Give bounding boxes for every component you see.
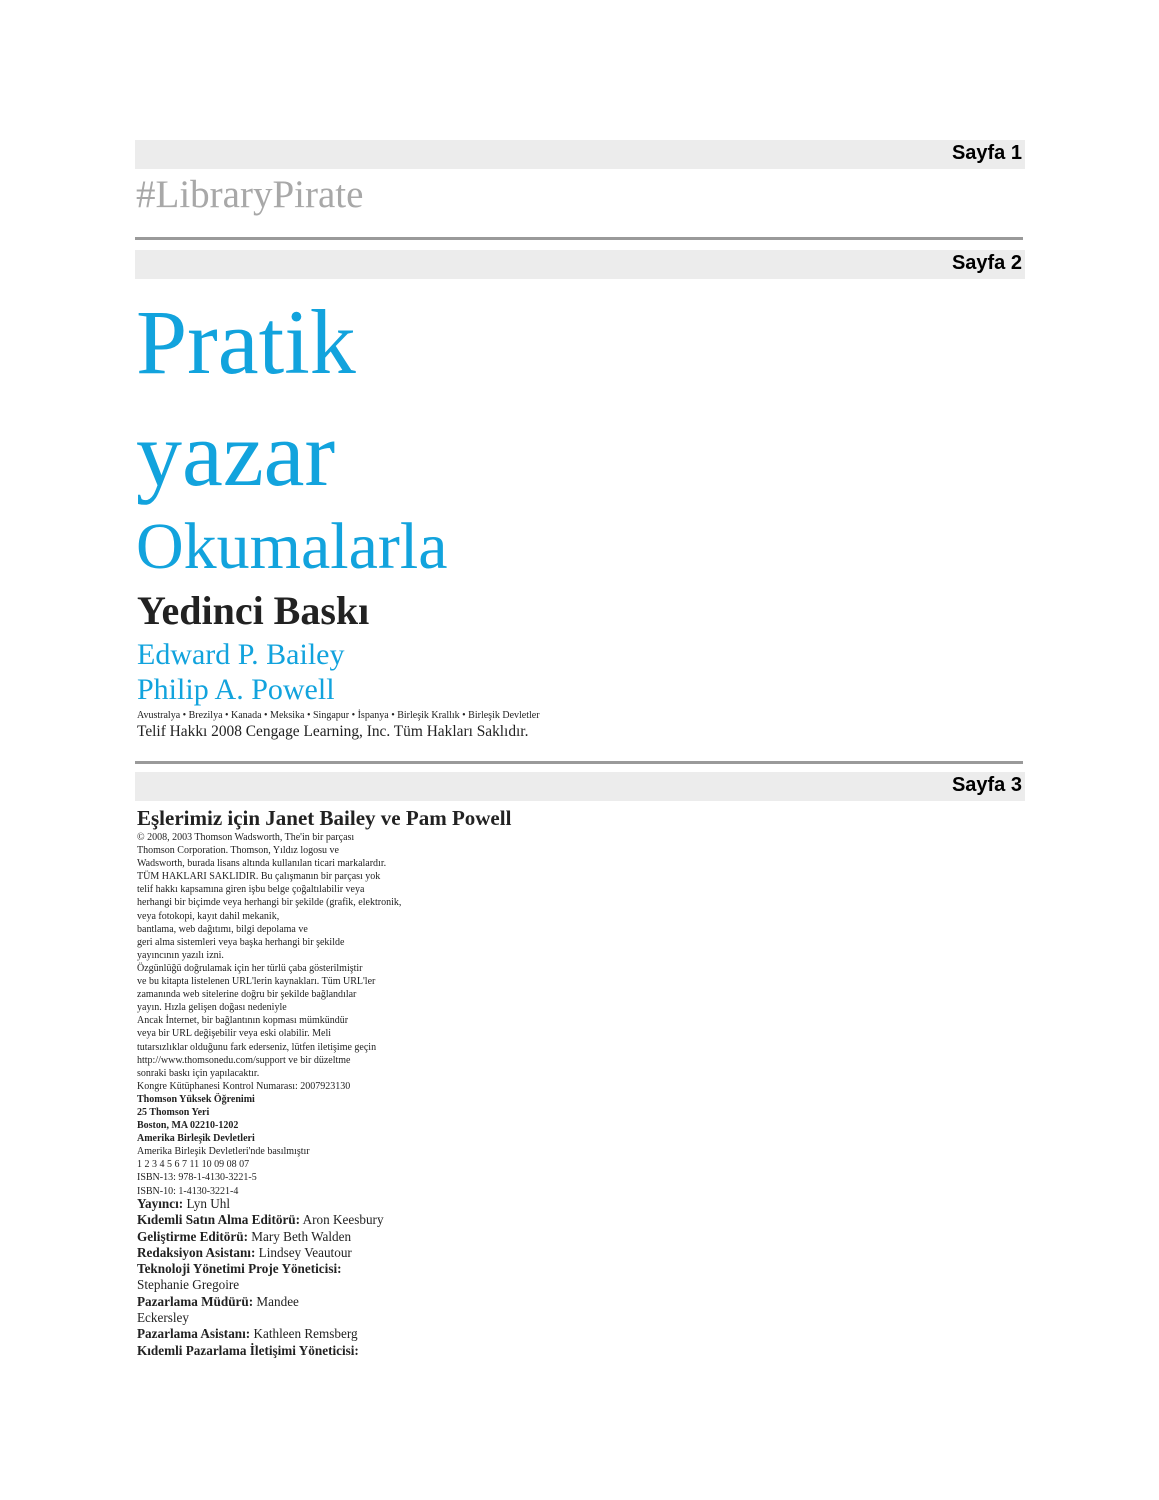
credit-senior-marcom-label: Kıdemli Pazarlama İletişimi Yöneticisi: [137, 1342, 359, 1358]
page-number-label: Sayfa 3 [951, 774, 1022, 796]
body-line: geri alma sistemleri veya başka herhangi bir şekilde [137, 936, 345, 948]
body-line: veya fotokopi, kayıt dahil mekanik, [137, 910, 280, 922]
credits-list [137, 1196, 384, 1359]
page-number-label: Sayfa 2 [951, 252, 1022, 274]
copyright-body [137, 831, 401, 1198]
body-line: Özgünlüğü doğrulamak için her türlü çaba gösterilmiştir [137, 962, 363, 974]
address-line: Thomson Yüksek Öğrenimi [137, 1093, 255, 1105]
address-line: Amerika Birleşik Devletleri [137, 1133, 255, 1145]
isbn-13: ISBN-13: 978-1-4130-3221-5 [137, 1172, 257, 1184]
page-header-3 [135, 772, 1025, 801]
credit-publisher: Yayıncı: Lyn Uhl [137, 1196, 231, 1211]
body-line: ve bu kitapta listelenen URL'lerin kaynakları. Tüm URL'ler [137, 976, 376, 988]
book-subtitle: Okumalarla [136, 510, 448, 583]
credit-tech-pm-label: Teknoloji Yönetimi Proje Yöneticisi: [137, 1261, 342, 1277]
copyright-notice: Telif Hakkı 2008 Cengage Learning, Inc. Tüm Hakları Saklıdır. [137, 723, 529, 740]
page-divider [135, 237, 1023, 240]
body-line: bantlama, web dağıtımı, bilgi depolama ve [137, 923, 308, 935]
body-line: sonraki baskı için yapılacaktır. [137, 1067, 260, 1079]
body-line: telif hakkı kapsamına giren işbu belge çoğaltılabilir veya [137, 884, 365, 896]
author-name-1: Edward P. Bailey [137, 638, 345, 671]
body-line: TÜM HAKLARI SAKLIDIR. Bu çalışmanın bir parçası yok [137, 871, 381, 883]
page-divider [135, 761, 1023, 764]
address-line: 25 Thomson Yeri [137, 1106, 210, 1118]
body-line: zamanında web sitelerine doğru bir şekilde bağlandılar [137, 989, 357, 1001]
book-title-line-1: Pratik [136, 291, 356, 393]
credit-marketing-assistant: Pazarlama Asistanı: Kathleen Remsberg [137, 1326, 358, 1342]
edition-heading: Yedinci Baskı [137, 588, 370, 633]
body-line: Kongre Kütüphanesi Kontrol Numarası: 2007923130 [137, 1080, 351, 1092]
body-line: veya bir URL değişebilir veya eski olabilir. Meli [137, 1028, 332, 1040]
book-title-line-2: yazar [136, 403, 336, 505]
author-name-2: Philip A. Powell [137, 673, 335, 706]
library-pirate-tag: #LibraryPirate [136, 173, 364, 216]
credit-development-editor: Geliştirme Editörü: Mary Beth Walden [137, 1228, 352, 1244]
body-line: herhangi bir biçimde veya herhangi bir şekilde (grafik, elektronik, [137, 897, 402, 909]
credit-editorial-assistant: Redaksiyon Asistanı: Lindsey Veautour [137, 1244, 352, 1260]
dedication-heading: Eşlerimiz için Janet Bailey ve Pam Powell [137, 806, 512, 830]
page-header-2 [135, 250, 1025, 279]
country-list: Avustralya • Brezilya • Kanada • Meksika • Singapur • İspanya • Birleşik Krallık • Birleşik Devletler [137, 710, 540, 721]
credit-marketing-manager-cont: Eckersley [137, 1310, 189, 1326]
body-line: http://www.thomsonedu.com/support ve bir düzeltme [137, 1054, 351, 1066]
body-line: Thomson Corporation. Thomson, Yıldız logosu ve [137, 845, 339, 857]
page-number-label: Sayfa 1 [951, 142, 1022, 164]
body-line: yayıncının yazılı izni. [137, 949, 224, 961]
credit-tech-pm-name: Stephanie Gregoire [137, 1277, 240, 1293]
page-header-1 [135, 140, 1025, 169]
print-line: Amerika Birleşik Devletleri'nde basılmıştır [137, 1146, 310, 1158]
body-line: Wadsworth, burada lisans altında kullanılan ticari markalardır. [137, 858, 387, 870]
body-line: tutarsızlıklar olduğunu fark ederseniz, lütfen iletişime geçin [137, 1041, 377, 1053]
credit-senior-acquisitions: Kıdemli Satın Alma Editörü: Aron Keesbury [137, 1212, 384, 1228]
print-line: 1 2 3 4 5 6 7 11 10 09 08 07 [137, 1159, 250, 1171]
body-line: Ancak İnternet, bir bağlantının kopması mümkündür [137, 1015, 349, 1027]
isbn-10: ISBN-10: 1-4130-3221-4 [137, 1185, 239, 1197]
body-line: yayın. Hızla gelişen doğası nedeniyle [137, 1002, 287, 1014]
body-line: © 2008, 2003 Thomson Wadsworth, The'in bir parçası [137, 832, 355, 843]
address-line: Boston, MA 02210-1202 [137, 1120, 239, 1132]
credit-marketing-manager: Pazarlama Müdürü: Mandee [137, 1293, 299, 1309]
